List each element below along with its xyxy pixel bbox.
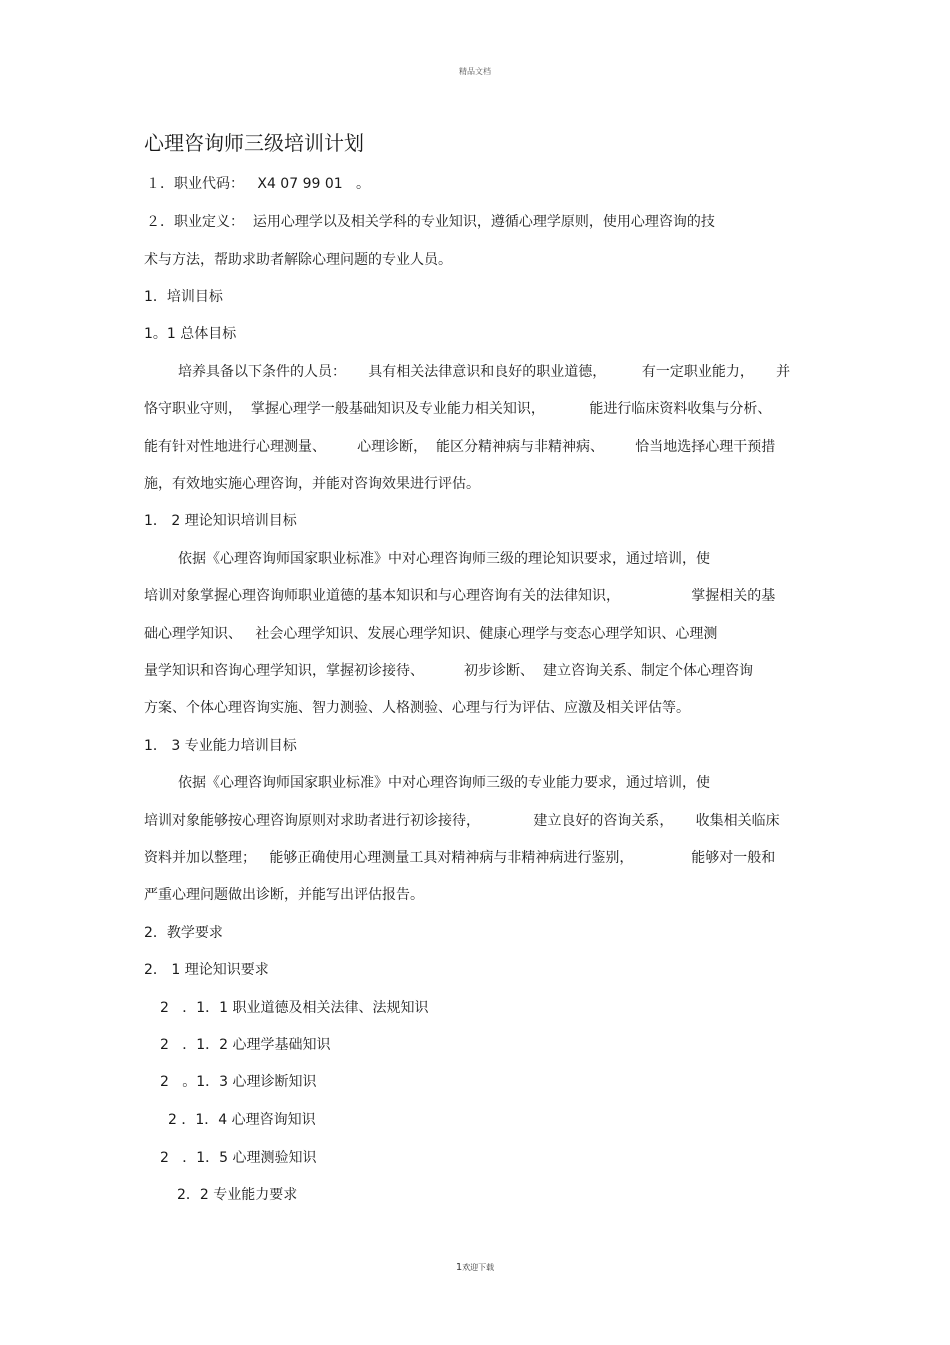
subsection-heading: 1． 2 理论知识培训目标 [144,513,297,529]
list-item: 2 ．1．4 心理咨询知识 [168,1112,316,1128]
subsection-heading: 2． 1 理论知识要求 [144,962,269,978]
page-number: 1 [455,1262,463,1273]
section-heading: 1．培训目标 [144,289,223,305]
text-line: 量学知识和咨询心理学知识，掌握初诊接待、 初步诊断、 建立咨询关系、制定个体心理咨询 [144,663,753,679]
section-heading: 2．教学要求 [144,925,223,941]
text-line: 依据《心理咨询师国家职业标准》中对心理咨询师三级的专业能力要求，通过培训，使 [178,775,710,791]
list-item: 2 。1．3 心理诊断知识 [160,1074,317,1090]
text-line: 资料并加以整理； 能够正确使用心理测量工具对精神病与非精神病进行鉴别， 能够对一般和 [144,850,776,866]
text-line: 方案、个体心理咨询实施、智力测验、人格测验、心理与行为评估、应激及相关评估等。 [144,700,690,716]
text-line: 培训对象掌握心理咨询师职业道德的基本知识和与心理咨询有关的法律知识， 掌握相关的基 [144,588,776,604]
text-line: 依据《心理咨询师国家职业标准》中对心理咨询师三级的理论知识要求，通过培训，使 [178,551,710,567]
page-header: 精品文档 [459,67,491,76]
document-title: 心理咨询师三级培训计划 [144,131,364,155]
page-footer [0,1262,950,1273]
text-line: 术与方法，帮助求助者解除心理问题的专业人员。 [144,252,452,268]
subsection-heading: 1． 3 专业能力培训目标 [144,738,297,754]
text-line: 恪守职业守则， 掌握心理学一般基础知识及专业能力相关知识， 能进行临床资料收集与分析、 [144,401,772,417]
list-item: 2 ．1．5 心理测验知识 [160,1150,317,1166]
list-item: 2 ．1．1 职业道德及相关法律、法规知识 [160,1000,429,1016]
text-line: １．职业代码： X4 07 99 01 。 [146,176,370,192]
subsection-heading: 2．2 专业能力要求 [177,1187,298,1203]
footer-text: 欢迎下载 [462,1263,495,1272]
text-line: ２．职业定义： 运用心理学以及相关学科的专业知识，遵循心理学原则，使用心理咨询的技 [146,214,715,230]
text-line: 培养具备以下条件的人员： 具有相关法律意识和良好的职业道德， 有一定职业能力， 并 [178,364,791,380]
text-line: 施，有效地实施心理咨询，并能对咨询效果进行评估。 [144,476,480,492]
text-line: 培训对象能够按心理咨询原则对求助者进行初诊接待， 建立良好的咨询关系， 收集相关临床 [144,813,780,829]
text-line: 础心理学知识、 社会心理学知识、发展心理学知识、健康心理学与变态心理学知识、心理测 [144,626,718,642]
text-line: 严重心理问题做出诊断，并能写出评估报告。 [144,887,424,903]
list-item: 2 ．1．2 心理学基础知识 [160,1037,331,1053]
subsection-heading: 1。1 总体目标 [144,326,237,342]
text-line: 能有针对性地进行心理测量、 心理诊断， 能区分精神病与非精神病、 恰当地选择心理干预措 [144,439,776,455]
